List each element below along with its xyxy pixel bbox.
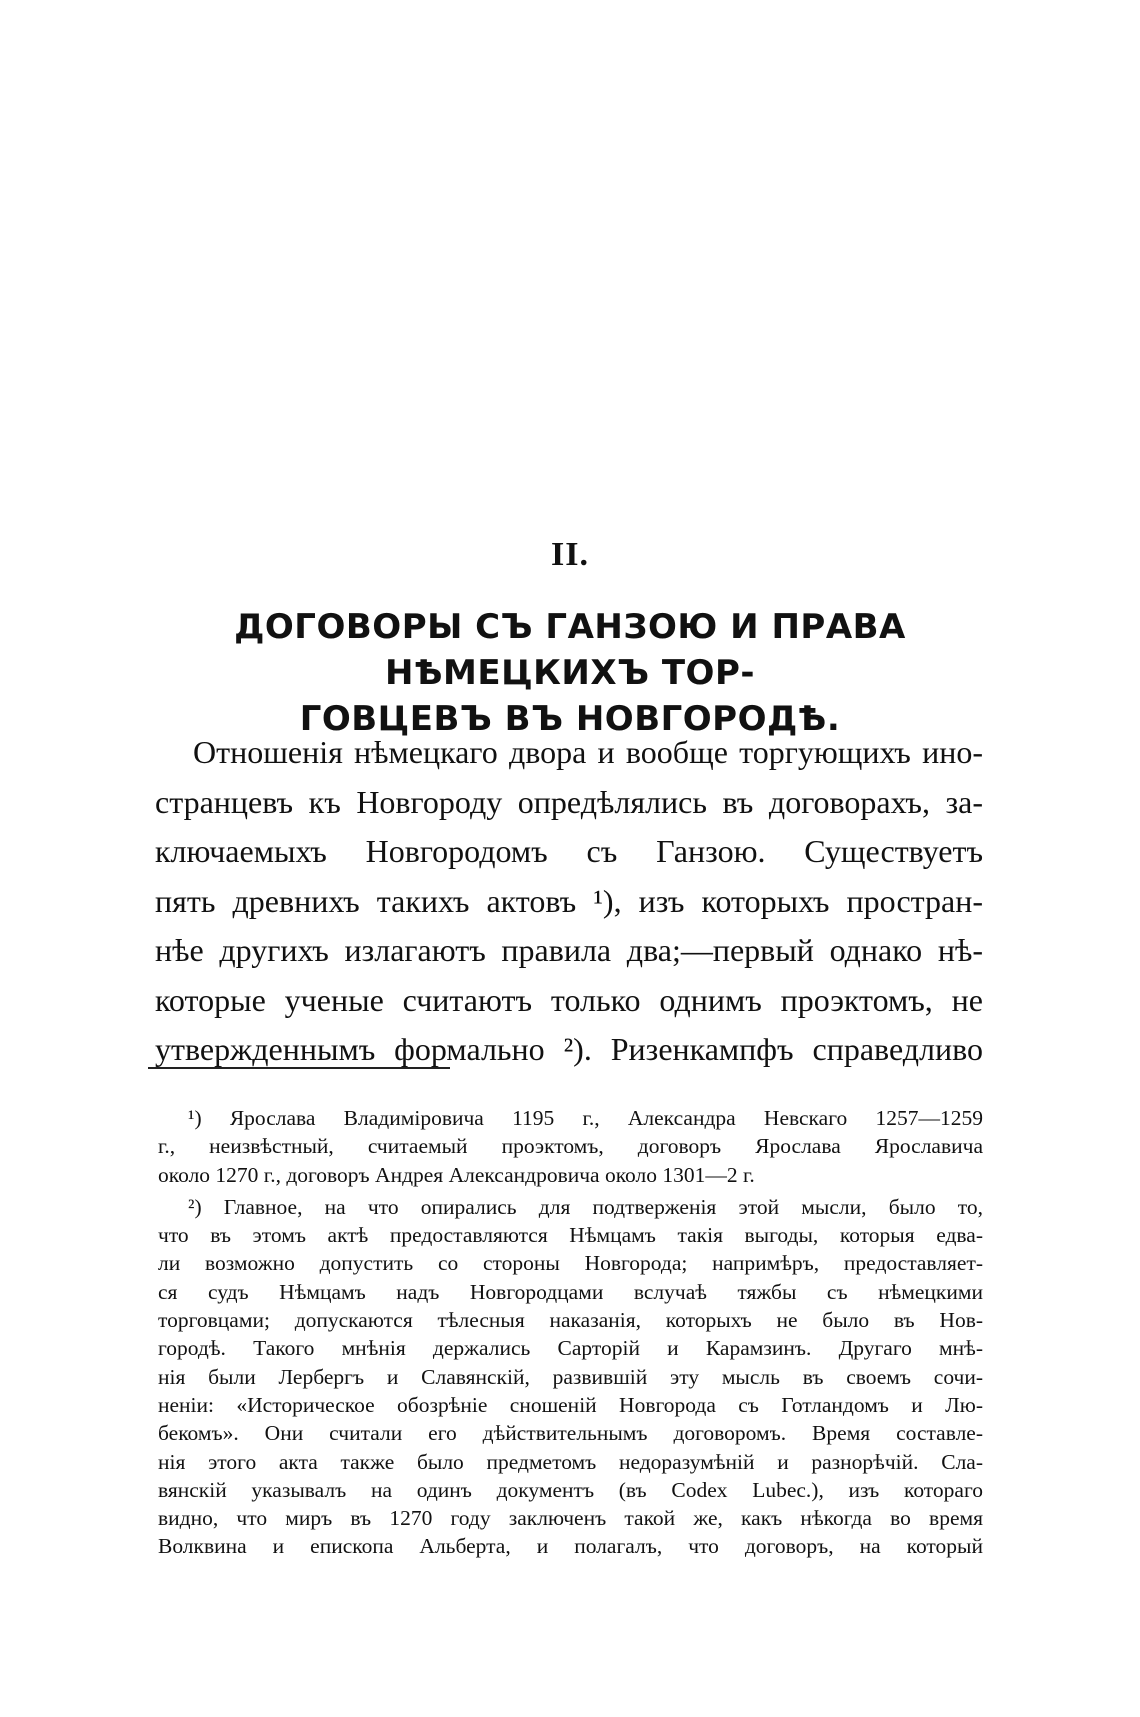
footnote-line: нія были Лербергъ и Славянскій, развившій эту мысль въ своемъ сочи- bbox=[158, 1364, 983, 1389]
body-line: утвержденнымъ формально ²). Ризенкампфъ справедливо bbox=[155, 1031, 983, 1067]
body-line: пять древнихъ такихъ актовъ ¹), изъ которыхъ простран- bbox=[155, 882, 983, 919]
footnote-line: видно, что миръ въ 1270 году заключенъ такой же, какъ нѣкогда во время bbox=[158, 1506, 983, 1531]
footnote-line: городѣ. Такого мнѣнія держались Сарторій и Карамзинъ. Другаго мнѣ- bbox=[158, 1336, 983, 1361]
footnote-line: вянскій указывалъ на одинъ документъ (въ Codex Lubec.), изъ котораго bbox=[158, 1477, 983, 1502]
footnote-2 bbox=[158, 1193, 983, 1561]
chapter-title-line: ГОВЦЕВЪ ВЪ НОВГОРОДѢ. bbox=[299, 699, 841, 739]
footnotes bbox=[158, 1104, 983, 1565]
body-line: нѣе другихъ излагаютъ правила два;—первый однако нѣ- bbox=[155, 932, 983, 968]
footnote-line: г., неизвѣстный, считаемый проэктомъ, договоръ Ярослава Ярославича bbox=[158, 1134, 983, 1159]
footnote-line: что въ этомъ актѣ предоставляются Нѣмцамъ такія выгоды, которыя едва- bbox=[158, 1223, 983, 1248]
footnote-line: ли возможно допустить со стороны Новгорода; напримѣръ, предоставляет- bbox=[158, 1251, 983, 1276]
chapter-title-line: ДОГОВОРЫ СЪ ГАНЗОЮ И ПРАВА НѢМЕЦКИХЪ ТОР- bbox=[234, 607, 906, 693]
footnote-line: неніи: «Историческое обозрѣніе сношеній Новгорода съ Готландомъ и Лю- bbox=[158, 1392, 983, 1417]
body-line: странцевъ къ Новгороду опредѣлялись въ договорахъ, за- bbox=[155, 783, 983, 820]
footnote-line: Волквина и епископа Альберта, и полагалъ, что договоръ, на который bbox=[158, 1534, 983, 1559]
footnote-line: нія этого акта также было предметомъ недоразумѣній и разнорѣчій. Сла- bbox=[158, 1449, 983, 1474]
body-paragraph bbox=[155, 728, 983, 1075]
footnote-separator bbox=[148, 1067, 450, 1069]
footnote-line: ²) Главное, на что опирались для подтверженія этой мысли, было то, bbox=[188, 1194, 983, 1219]
chapter-number: II. bbox=[551, 536, 589, 573]
body-line: Отношенія нѣмецкаго двора и вообще торгующихъ ино- bbox=[193, 734, 983, 770]
footnote-line: около 1270 г., договоръ Андрея Александровича около 1301—2 г. bbox=[158, 1162, 755, 1187]
body-line: ключаемыхъ Новгородомъ съ Ганзою. Существуетъ bbox=[155, 833, 983, 869]
footnote-line: ¹) Ярослава Владиміровича 1195 г., Александра Невскаго 1257—1259 bbox=[188, 1106, 983, 1130]
footnote-line: ся судъ Нѣмцамъ надъ Новгородцами вслучаѣ тяжбы съ нѣмецкими bbox=[158, 1279, 983, 1304]
body-line: которые ученые считаютъ только однимъ проэктомъ, не bbox=[155, 981, 983, 1018]
footnote-1 bbox=[158, 1104, 983, 1189]
footnote-line: бекомъ». Они считали его дѣйствительнымъ договоромъ. Время составле- bbox=[158, 1421, 983, 1446]
footnote-line: торговцами; допускаются тѣлесныя наказанія, которыхъ не было въ Нов- bbox=[158, 1308, 983, 1333]
chapter-title bbox=[150, 604, 990, 742]
